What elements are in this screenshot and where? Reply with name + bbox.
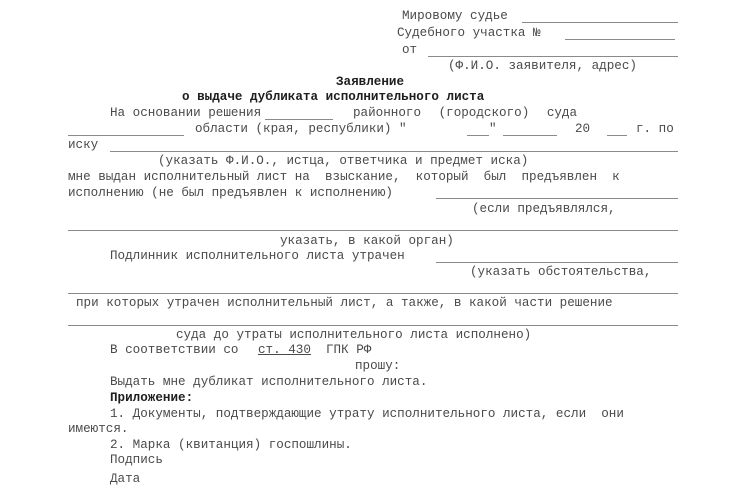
signature-label: Подпись	[110, 453, 163, 467]
p2-line1: мне выдан исполнительный лист на взыскание, который был предъявлен к	[68, 170, 620, 184]
request-heading: прошу:	[355, 359, 401, 373]
applicant-hint: (Ф.И.О. заявителя, адрес)	[448, 59, 637, 73]
claim-field[interactable]	[110, 151, 678, 152]
court-district-label: Судебного участка №	[397, 26, 541, 40]
circumstances-hint: (указать обстоятельства,	[470, 265, 652, 279]
applicant-field[interactable]	[428, 56, 678, 57]
month-field[interactable]	[503, 135, 557, 136]
judge-name-field[interactable]	[522, 22, 678, 23]
attachment-item-1: 1. Документы, подтверждающие утрату исполнительного листа, если они	[110, 407, 624, 421]
day-field[interactable]	[467, 135, 489, 136]
court-district-field[interactable]	[565, 39, 675, 40]
p1-quote-close: "	[489, 122, 497, 136]
if-presented-hint: (если предъявлялся,	[472, 202, 616, 216]
p1-year-suffix: г. по	[636, 122, 674, 136]
p4-accordance-text: В соответствии со	[110, 343, 239, 357]
organ-field[interactable]	[68, 230, 678, 231]
p2-line2: исполнению (не был предъявлен к исполнению)	[68, 186, 393, 200]
document-title: Заявление	[336, 75, 405, 89]
lost-circumstances-field[interactable]	[436, 262, 678, 263]
p1-claim-label: иску	[68, 138, 99, 152]
p4-code-text: ГПК РФ	[326, 343, 372, 357]
which-organ-hint: указать, в какой орган)	[280, 234, 454, 248]
attachments-heading: Приложение:	[110, 391, 194, 405]
p1-region-text: области (края, республики) "	[195, 122, 407, 136]
addressee-judge-label: Мировому судье	[402, 9, 508, 23]
applicant-from-label: от	[402, 43, 418, 57]
circumstances-hint-3: суда до утраты исполнительного листа исполнено)	[176, 328, 532, 342]
year-field[interactable]	[607, 135, 627, 136]
circumstances-field-3[interactable]	[68, 325, 678, 326]
date-label: Дата	[110, 472, 141, 486]
circumstances-field-2[interactable]	[68, 293, 678, 294]
request-text: Выдать мне дубликат исполнительного листа.	[110, 375, 428, 389]
document-subtitle: о выдаче дубликата исполнительного листа	[182, 90, 485, 104]
region-field[interactable]	[68, 135, 184, 136]
p1-court-text: районного (городского) суда	[353, 106, 578, 120]
attachment-item-1-cont: имеются.	[68, 422, 129, 436]
p1-basis-text: На основании решения	[110, 106, 262, 120]
decision-date-field[interactable]	[265, 119, 333, 120]
presented-field[interactable]	[436, 198, 678, 199]
article-430-link[interactable]: ст. 430	[258, 343, 311, 357]
parties-hint: (указать Ф.И.О., истца, ответчика и предмет иска)	[158, 154, 529, 168]
circumstances-hint-2: при которых утрачен исполнительный лист, а также, в какой части решение	[76, 296, 613, 310]
attachment-item-2: 2. Марка (квитанция) госпошлины.	[110, 438, 352, 452]
p1-year-prefix: 20	[575, 122, 591, 136]
p3-lost-text: Подлинник исполнительного листа утрачен	[110, 249, 405, 263]
